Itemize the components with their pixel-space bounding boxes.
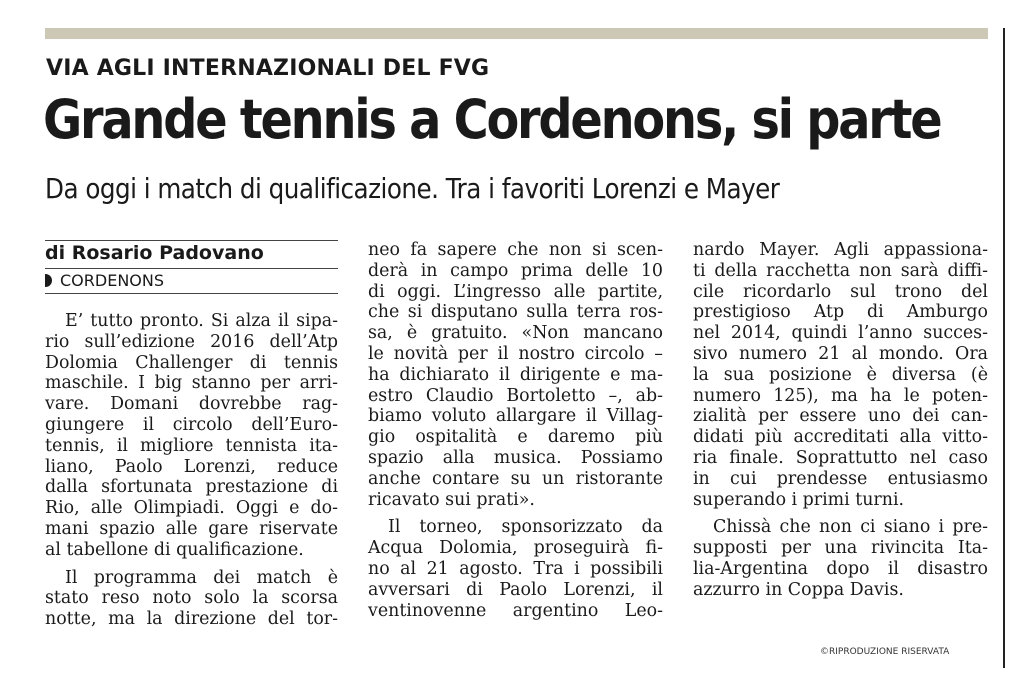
body-line: zialità per essere uno dei can- [693, 406, 988, 427]
body-line: neo fa sapere che non si scen- [368, 240, 663, 260]
byline-divider [45, 268, 338, 269]
body-line: prestigioso Atp di Amburgo [693, 302, 988, 323]
body-line: Rio, alle Olimpiadi. Oggi e do- [45, 498, 338, 519]
body-line: Il programma dei match è [65, 567, 338, 588]
byline: di Rosario Padovano [45, 242, 264, 264]
body-line: dalla sfortunata prestazione di [45, 477, 338, 498]
body-line: ha dichiarato il dirigente e ma- [368, 364, 663, 385]
body-line: la sua posizione è diversa (è [693, 364, 988, 385]
body-line: spazio alla musica. Possiamo [368, 447, 663, 468]
article-column-3 [693, 240, 988, 601]
body-line: sa, è gratuito. «Non mancano [368, 323, 663, 344]
copyright-notice: ©RIPRODUZIONE RISERVATA [820, 647, 950, 657]
dateline [45, 271, 164, 290]
body-line: didati più accreditati alla vitto- [693, 427, 988, 448]
body-line: ti della racchetta non sarà diffi- [693, 260, 988, 281]
body-line: Chissà che non ci siano i pre- [713, 517, 988, 538]
body-line: avversari di Paolo Lorenzi, il [368, 579, 663, 600]
body-line: le novità per il nostro circolo – [368, 343, 663, 364]
body-line: cile ricordarlo sul trono del [693, 281, 988, 302]
body-line: ventinovenne argentino Leo- [368, 600, 663, 621]
body-line: Il torneo, sponsorizzato da [388, 517, 663, 538]
body-line: Acqua Dolomia, proseguirà fi- [368, 538, 663, 559]
body-line: al tabellone di qualificazione. [45, 539, 304, 560]
dateline-bottom-rule [45, 293, 338, 294]
dateline-text: CORDENONS [60, 271, 164, 290]
right-column-rule [1003, 28, 1005, 668]
body-line: vare. Domani dovrebbe rag- [45, 394, 338, 415]
paragraph-gap [693, 510, 988, 517]
body-line: biamo voluto allargare il Villag- [368, 406, 663, 427]
headline: Grande tennis a Cordenons, si parte [43, 88, 941, 151]
body-line: estro Claudio Bortoletto –, ab- [368, 385, 663, 406]
body-line: che si disputano sulla terra ros- [368, 302, 663, 323]
body-line: tennis, il migliore tennista ita- [45, 435, 338, 456]
article-column-2 [368, 240, 663, 621]
body-line: ricavato sui prati». [368, 489, 535, 510]
body-line: mani spazio alle gare riservate [45, 518, 338, 539]
body-line: giungere il circolo dell’Euro- [45, 414, 338, 435]
body-line: di oggi. L’ingresso alle partite, [368, 281, 663, 302]
body-line: stato reso noto solo la scorsa [45, 588, 338, 609]
body-line: ria finale. Soprattutto nel caso [693, 447, 988, 468]
body-line: lia-Argentina dopo il disastro [693, 558, 988, 579]
body-line: nardo Mayer. Agli appassiona- [693, 240, 988, 260]
dateline-marker-icon [45, 274, 52, 287]
body-line: superando i primi turni. [693, 489, 905, 510]
article-column-1 [45, 311, 338, 630]
body-line: Dolomia Challenger di tennis [45, 352, 338, 373]
body-line: sivo numero 21 al mondo. Ora [693, 343, 988, 364]
body-line: liano, Paolo Lorenzi, reduce [45, 456, 338, 477]
body-line: E’ tutto pronto. Si alza il sipa- [65, 311, 338, 331]
body-line: numero 125), ma ha le poten- [693, 385, 988, 406]
body-line: in cui prendesse entusiasmo [693, 468, 988, 489]
body-line: azzurro in Coppa Davis. [693, 579, 904, 600]
byline-top-rule [45, 240, 338, 241]
body-line: nel 2014, quindi l’anno succes- [693, 323, 988, 344]
paragraph-gap [368, 510, 663, 517]
paragraph-gap [45, 561, 338, 568]
top-color-bar [45, 28, 988, 39]
kicker: VIA AGLI INTERNAZIONALI DEL FVG [46, 56, 490, 81]
body-line: derà in campo prima delle 10 [368, 260, 663, 281]
body-line: gio ospitalità e daremo più [368, 427, 663, 448]
subheadline: Da oggi i match di qualificazione. Tra i favoriti Lorenzi e Mayer [45, 172, 780, 205]
body-line: maschile. I big stanno per arri- [45, 373, 338, 394]
body-line: anche contare su un ristorante [368, 468, 663, 489]
body-line: no al 21 agosto. Tra i possibili [368, 558, 663, 579]
body-line: rio sull’edizione 2016 dell’Atp [45, 331, 338, 352]
body-line: notte, ma la direzione del tor- [45, 609, 338, 630]
body-line: supposti per una rivincita Ita- [693, 538, 988, 559]
